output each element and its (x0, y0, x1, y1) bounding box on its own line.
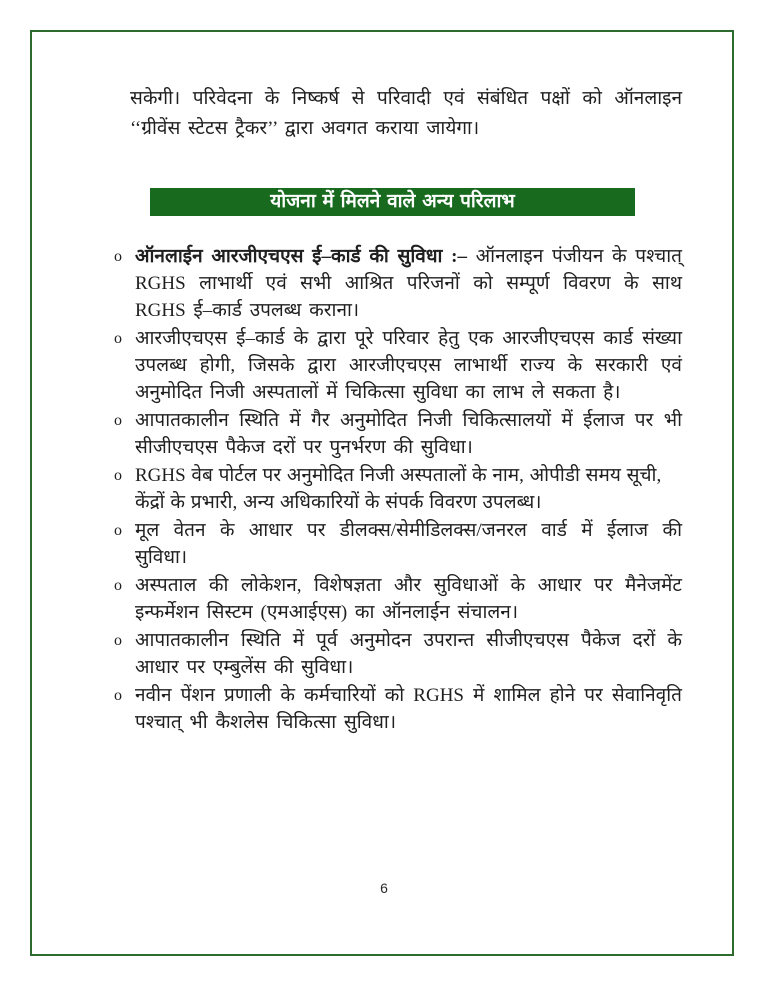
bullet-lead: ऑनलाईन आरजीएचएस ई–कार्ड की सुविधा :– (135, 246, 467, 267)
list-item (113, 517, 682, 571)
bullet-body: अस्पताल की लोकेशन, विशेषज्ञता और सुविधाओं के आधार पर मैनेजमेंट इन्फर्मेशन सिस्टम (एमआईएस) का ऑनलाईन संचालन। (135, 575, 682, 623)
bullet-marker: o (114, 522, 122, 539)
page-content (32, 32, 732, 736)
list-item (113, 325, 682, 406)
list-item (113, 243, 682, 324)
bullet-text (135, 682, 682, 736)
bullet-marker: o (114, 412, 122, 429)
bullet-text (135, 517, 682, 571)
bullet-body: आपातकालीन स्थिति में पूर्व अनुमोदन उपरान्त सीजीएचएस पैकेज दरों के आधार पर एम्बुलेंस की सुविधा। (135, 630, 682, 678)
list-item (113, 572, 682, 626)
page-border-frame (30, 30, 734, 956)
bullet-marker: o (114, 577, 122, 594)
list-item (113, 682, 682, 736)
section-title-bar (150, 188, 635, 216)
bullet-marker: o (114, 467, 122, 484)
bullet-marker: o (114, 632, 122, 649)
bullet-body: आरजीएचएस ई–कार्ड के द्वारा पूरे परिवार हेतु एक आरजीएचएस कार्ड संख्या उपलब्ध होगी, जिसके द्वारा आरजीएचएस लाभार्थी राज्य के सरकारी एवं अनुमोदित निजी अस्पतालों में चिकित्सा सुविधा का लाभ ले सकता है। (135, 328, 682, 403)
bullet-text (135, 325, 682, 406)
bullet-marker: o (114, 248, 122, 265)
list-item (113, 462, 682, 516)
list-item (113, 407, 682, 461)
bullet-body: RGHS वेब पोर्टल पर अनुमोदित निजी अस्पतालों के नाम, ओपीडी समय सूची, केंद्रों के प्रभारी, अन्य अधिकारियों के संपर्क विवरण उपलब्ध। (135, 465, 662, 513)
benefits-list (113, 243, 682, 736)
bullet-text (135, 407, 682, 461)
bullet-marker: o (114, 330, 122, 347)
bullet-body: मूल वेतन के आधार पर डीलक्स/सेमीडिलक्स/जनरल वार्ड में ईलाज की सुविधा। (135, 520, 682, 568)
bullet-body: नवीन पेंशन प्रणाली के कर्मचारियों को RGHS में शामिल होने पर सेवानिवृति पश्चात् भी कैशलेस चिकित्सा सुविधा। (135, 685, 682, 733)
bullet-body: ऑनलाइन पंजीयन के पश्चात् RGHS लाभार्थी एवं सभी आश्रित परिजनों को सम्पूर्ण विवरण के साथ RGHS ई–कार्ड उपलब्ध कराना। (135, 246, 682, 321)
bullet-marker: o (114, 687, 122, 704)
section-title: योजना में मिलने वाले अन्य परिलाभ (270, 191, 515, 212)
bullet-text (135, 462, 682, 516)
bullet-text (135, 572, 682, 626)
list-item (113, 627, 682, 681)
bullet-text (135, 243, 682, 324)
bullet-body: आपातकालीन स्थिति में गैर अनुमोदित निजी चिकित्सालयों में ईलाज पर भी सीजीएचएस पैकेज दरों पर पुनर्भरण की सुविधा। (135, 410, 682, 458)
intro-paragraph: सकेगी। परिवेदना के निष्कर्ष से परिवादी एवं संबंधित पक्षों को ऑनलाइन ‘‘ग्रीवेंस स्टेटस ट्रैकर’’ द्वारा अवगत कराया जायेगा। (130, 88, 682, 139)
bullet-text (135, 627, 682, 681)
page-number: 6 (380, 880, 388, 896)
